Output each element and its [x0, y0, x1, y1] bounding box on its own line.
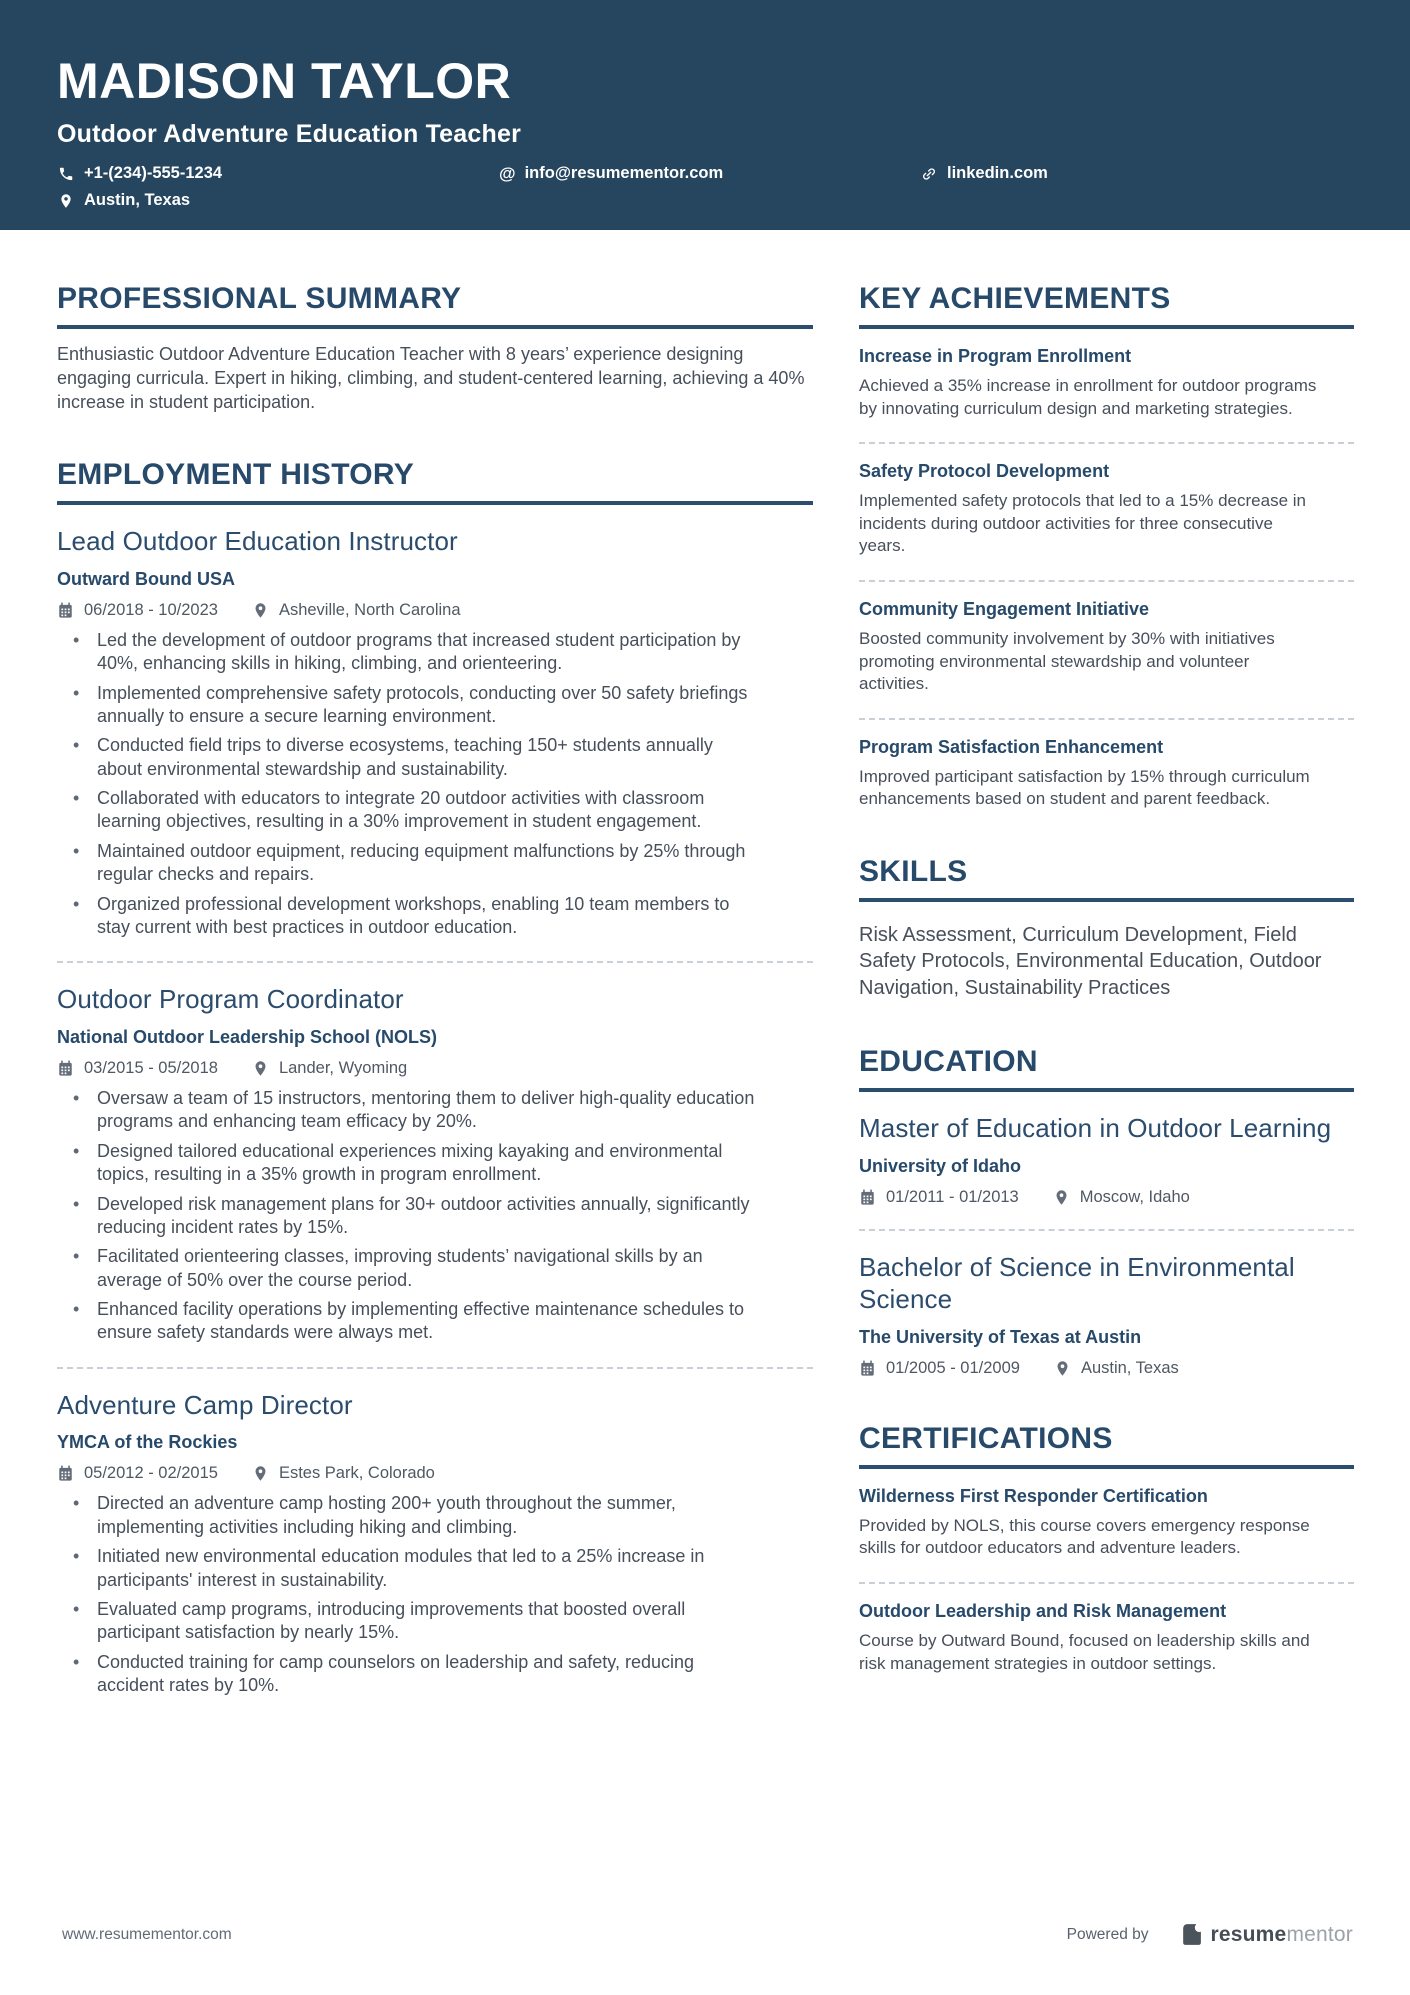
degree-dates	[859, 1359, 1020, 1378]
contact-phone	[57, 164, 499, 183]
institution-name: The University of Texas at Austin	[859, 1326, 1142, 1347]
date-range: 01/2011 - 01/2013	[886, 1187, 1019, 1206]
section-skills	[859, 855, 1354, 1001]
divider	[859, 1582, 1354, 1584]
job-title: Adventure Camp Director	[57, 1389, 353, 1420]
job-meta	[57, 1059, 813, 1078]
calendar-icon	[57, 1465, 74, 1482]
bullet-item: • Organized professional development workshops, enabling 10 team members to stay current with best practices in outdoor education.	[57, 893, 757, 940]
date-range: 03/2015 - 05/2018	[84, 1058, 218, 1077]
job-location	[252, 1464, 435, 1483]
job-bullets	[57, 629, 813, 940]
bullet-item: • Developed risk management plans for 30+ outdoor activities annually, significantly reducing incident rates by 15%.	[57, 1193, 757, 1240]
employment-history-heading: EMPLOYMENT HISTORY	[57, 458, 813, 505]
education-heading: EDUCATION	[859, 1045, 1354, 1092]
location-pin-icon	[252, 602, 269, 619]
logo-mark-icon	[1179, 1922, 1204, 1947]
degree-meta	[859, 1188, 1354, 1207]
contact-location	[57, 191, 190, 210]
linkedin-url: linkedin.com	[947, 164, 1048, 182]
skills-heading: SKILLS	[859, 855, 1354, 902]
logo-text-bold: resume	[1210, 1922, 1287, 1946]
bullet-item: • Facilitated orienteering classes, improving students’ navigational skills by an average of 50% over the course period.	[57, 1245, 757, 1292]
company-name: YMCA of the Rockies	[57, 1432, 238, 1453]
bullet-item: • Implemented comprehensive safety protocols, conducting over 50 safety briefings annually to ensure a secure learning environment.	[57, 682, 757, 729]
divider	[859, 442, 1354, 444]
job-title: Outdoor Program Coordinator	[57, 984, 404, 1015]
calendar-icon	[859, 1189, 876, 1206]
person-name: MADISON TAYLOR	[57, 53, 512, 109]
degree-entry-2	[859, 1251, 1354, 1378]
location-name: Moscow, Idaho	[1079, 1187, 1190, 1206]
date-range: 06/2018 - 10/2023	[84, 600, 218, 619]
person-job-title: Outdoor Adventure Education Teacher	[57, 120, 521, 148]
contact-row-2	[57, 191, 1353, 210]
achievement-item-1	[859, 346, 1354, 420]
job-location	[252, 601, 461, 620]
job-dates	[57, 601, 218, 620]
certification-item-2	[859, 1601, 1354, 1675]
bullet-item: • Oversaw a team of 15 instructors, mentoring them to deliver high-quality education programs and enhancing team efficacy by 20%.	[57, 1087, 757, 1134]
contact-info	[57, 164, 1353, 210]
date-range: 01/2005 - 01/2009	[886, 1358, 1020, 1377]
achievement-title: Program Satisfaction Enhancement	[859, 736, 1164, 757]
section-certifications	[859, 1422, 1354, 1675]
location-text: Austin, Texas	[84, 191, 191, 209]
bullet-item: • Designed tailored educational experiences mixing kayaking and environmental topics, resulting in a 35% growth in program enrollment.	[57, 1140, 757, 1187]
job-bullets	[57, 1492, 813, 1697]
degree-location	[1053, 1188, 1190, 1207]
location-pin-icon	[252, 1060, 269, 1077]
job-entry-3	[57, 1389, 813, 1698]
job-entry-1	[57, 525, 813, 939]
section-key-achievements	[859, 282, 1354, 811]
location-name: Lander, Wyoming	[278, 1058, 408, 1077]
header	[0, 0, 1410, 230]
institution-name: University of Idaho	[859, 1155, 1022, 1176]
bullet-item: • Directed an adventure camp hosting 200+ youth throughout the summer, implementing activities including hiking and climbing.	[57, 1492, 757, 1539]
section-education	[859, 1045, 1354, 1378]
job-location	[252, 1059, 407, 1078]
achievement-item-2	[859, 461, 1354, 558]
achievement-title: Community Engagement Initiative	[859, 599, 1150, 620]
right-column	[859, 282, 1354, 1697]
contact-row-1	[57, 164, 1353, 183]
degree-dates	[859, 1188, 1019, 1207]
divider	[57, 961, 813, 963]
location-name: Asheville, North Carolina	[278, 600, 461, 619]
location-pin-icon	[1053, 1189, 1070, 1206]
achievement-text: Achieved a 35% increase in enrollment for outdoor programs by innovating curriculum design and marketing strategies.	[859, 376, 1317, 418]
logo-text-light: mentor	[1286, 1922, 1353, 1946]
key-achievements-heading: KEY ACHIEVEMENTS	[859, 282, 1354, 329]
location-pin-icon	[57, 192, 75, 210]
content-columns	[0, 230, 1410, 1697]
bullet-item: • Enhanced facility operations by implementing effective maintenance schedules to ensure safety standards were always met.	[57, 1298, 757, 1345]
certification-title: Wilderness First Responder Certification	[859, 1485, 1208, 1506]
degree-title: Bachelor of Science in Environmental Science	[859, 1251, 1295, 1315]
left-column	[57, 282, 813, 1697]
email-address: info@resumementor.com	[524, 164, 724, 182]
contact-email[interactable]	[499, 164, 920, 183]
link-icon	[920, 165, 938, 183]
resumementor-logo[interactable]	[1179, 1922, 1353, 1947]
bullet-item: • Evaluated camp programs, introducing improvements that boosted overall participant satisfaction by nearly 15%.	[57, 1598, 757, 1645]
footer	[62, 1922, 1353, 1947]
company-name: Outward Bound USA	[57, 568, 235, 589]
achievement-text: Boosted community involvement by 30% with initiatives promoting environmental stewardship and volunteer activities.	[859, 629, 1275, 694]
bullet-item: • Collaborated with educators to integrate 20 outdoor activities with classroom learning objectives, resulting in a 30% improvement in student engagement.	[57, 787, 757, 834]
job-meta	[57, 601, 813, 620]
job-bullets	[57, 1087, 813, 1345]
skills-text: Risk Assessment, Curriculum Development, Field Safety Protocols, Environmental Education, Outdoor Navigation, Sustainability Practices	[859, 924, 1322, 999]
achievement-item-3	[859, 599, 1354, 696]
bullet-item: • Initiated new environmental education modules that led to a 25% increase in participants' interest in sustainability.	[57, 1545, 757, 1592]
job-dates	[57, 1059, 218, 1078]
date-range: 05/2012 - 02/2015	[84, 1464, 218, 1483]
job-meta	[57, 1464, 813, 1483]
calendar-icon	[57, 602, 74, 619]
job-entry-2	[57, 983, 813, 1344]
certification-text: Course by Outward Bound, focused on leadership skills and risk management strategies in outdoor settings.	[859, 1630, 1310, 1673]
phone-icon	[57, 165, 75, 183]
bullet-item: • Conducted training for camp counselors on leadership and safety, reducing accident rates by 10%.	[57, 1651, 757, 1698]
location-pin-icon	[1054, 1360, 1071, 1377]
degree-title: Master of Education in Outdoor Learning	[859, 1113, 1332, 1144]
achievement-item-4	[859, 737, 1354, 811]
divider	[859, 718, 1354, 720]
company-name: National Outdoor Leadership School (NOLS)	[57, 1026, 438, 1047]
degree-meta	[859, 1359, 1354, 1378]
degree-location	[1054, 1359, 1179, 1378]
powered-by	[1067, 1922, 1353, 1947]
achievement-text: Implemented safety protocols that led to a 15% decrease in incidents during outdoor activities for three consecutive years.	[859, 491, 1306, 556]
phone-number: +1-(234)-555-1234	[84, 164, 223, 182]
calendar-icon	[57, 1060, 74, 1077]
divider	[57, 1367, 813, 1369]
section-professional-summary	[57, 282, 813, 414]
section-employment-history	[57, 458, 813, 1697]
certification-item-1	[859, 1486, 1354, 1560]
achievement-text: Improved participant satisfaction by 15% through curriculum enhancements based on student and parent feedback.	[859, 766, 1310, 809]
logo-text	[1211, 1923, 1353, 1947]
divider	[859, 1229, 1354, 1231]
professional-summary-heading: PROFESSIONAL SUMMARY	[57, 282, 813, 329]
divider	[859, 580, 1354, 582]
certifications-heading: CERTIFICATIONS	[859, 1422, 1354, 1469]
calendar-icon	[859, 1360, 876, 1377]
location-pin-icon	[252, 1465, 269, 1482]
professional-summary-text: Enthusiastic Outdoor Adventure Education Teacher with 8 years’ experience designing engaging curricula. Expert in hiking, climbing, and student-centered learning, achieving a 40% increase in student participation.	[57, 344, 805, 412]
location-name: Estes Park, Colorado	[278, 1464, 435, 1483]
job-title: Lead Outdoor Education Instructor	[57, 526, 458, 557]
powered-by-text: Powered by	[1066, 1925, 1149, 1943]
certification-title: Outdoor Leadership and Risk Management	[859, 1600, 1227, 1621]
certification-text: Provided by NOLS, this course covers emergency response skills for outdoor educators and adventure leaders.	[859, 1515, 1310, 1558]
bullet-item: • Conducted field trips to diverse ecosystems, teaching 150+ students annually about environmental stewardship and sustainability.	[57, 734, 757, 781]
contact-linkedin[interactable]	[920, 164, 1048, 183]
degree-entry-1	[859, 1112, 1354, 1207]
bullet-item: • Maintained outdoor equipment, reducing equipment malfunctions by 25% through regular checks and repairs.	[57, 840, 757, 887]
achievement-title: Safety Protocol Development	[859, 461, 1110, 482]
achievement-title: Increase in Program Enrollment	[859, 346, 1132, 366]
location-name: Austin, Texas	[1080, 1358, 1179, 1377]
bullet-item: • Led the development of outdoor programs that increased student participation by 40%, enhancing skills in hiking, climbing, and orienteering.	[57, 629, 757, 676]
job-dates	[57, 1464, 218, 1483]
at-icon: @	[499, 163, 516, 183]
site-link[interactable]: www.resumementor.com	[62, 1925, 232, 1943]
